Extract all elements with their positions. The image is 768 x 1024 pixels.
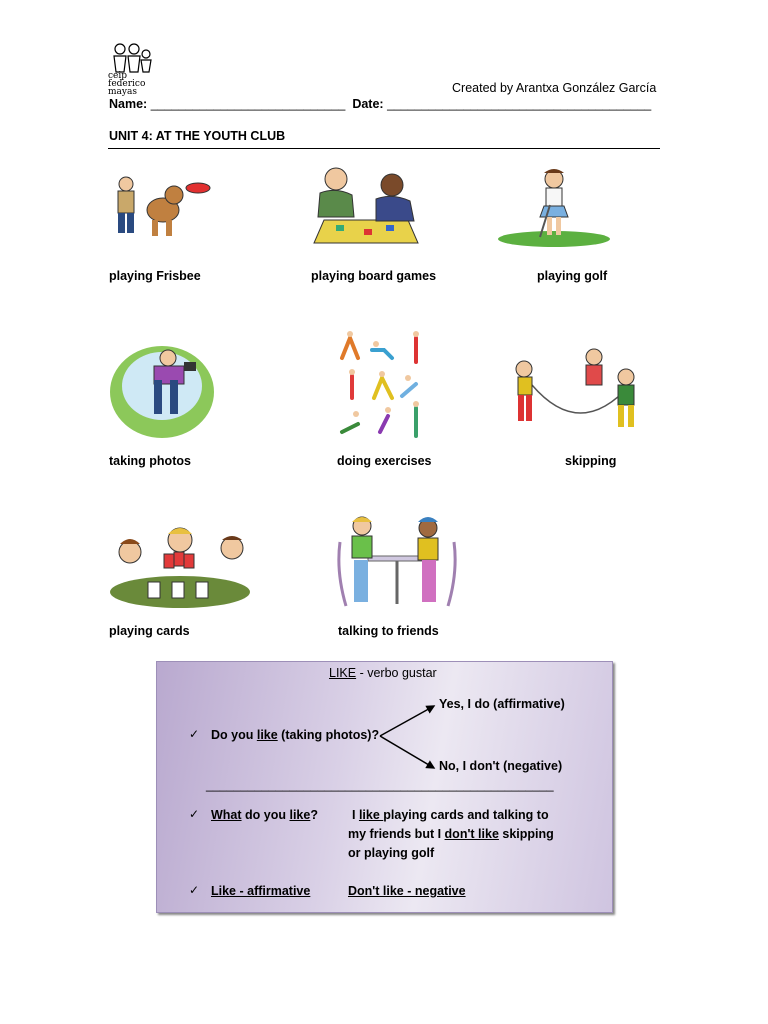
activity-label: skipping: [565, 454, 617, 468]
question-what: What do you like?: [211, 808, 318, 822]
answer-arrows: [376, 702, 440, 774]
board-game-kids-illustration: [306, 165, 426, 245]
check-icon: ✓: [189, 727, 200, 741]
activity-label: playing board games: [311, 269, 437, 283]
activity-label: taking photos: [109, 454, 191, 468]
golf-girl-illustration: [498, 165, 613, 250]
photographer-illustration: [108, 336, 216, 440]
activity-label: playing cards: [109, 624, 190, 638]
activity-label: talking to friends: [338, 624, 439, 638]
friends-at-table-illustration: [336, 512, 458, 610]
logo-text: ceip federico mayas: [108, 71, 146, 97]
box-separator: __________________________________________________: [206, 778, 554, 792]
answer-line-1: I like playing cards and talking to: [352, 808, 549, 822]
name-date-row: [109, 97, 651, 111]
legend-negative: Don't like - negative: [348, 884, 466, 898]
skipping-rope-kids-illustration: [510, 345, 656, 437]
name-blank: ____________________________: [150, 97, 346, 111]
answer-line-2: my friends but I don't like skipping: [348, 827, 554, 841]
activity-label: playing Frisbee: [109, 269, 201, 283]
answer-line-3: or playing golf: [348, 846, 435, 860]
activity-label: playing golf: [537, 269, 608, 283]
answer-negative: No, I don't (negative): [439, 759, 563, 773]
legend-affirmative: Like - affirmative: [211, 884, 311, 898]
check-icon: ✓: [189, 807, 200, 821]
date-blank: ______________________________________: [387, 97, 652, 111]
frisbee-dog-illustration: [108, 170, 213, 240]
check-icon: ✓: [189, 883, 200, 897]
exercise-figures-illustration: [336, 328, 428, 440]
box-title: LIKE - verbo gustar: [329, 666, 437, 680]
answer-affirmative: Yes, I do (affirmative): [439, 697, 565, 711]
author-credit: Created by Arantxa González García: [452, 81, 657, 95]
activity-label: doing exercises: [337, 454, 432, 468]
unit-title: UNIT 4: AT THE YOUTH CLUB: [109, 129, 286, 143]
name-label: Name:: [109, 97, 148, 111]
date-label: Date:: [352, 97, 384, 111]
divider: [108, 148, 660, 149]
question-like: Do you like (taking photos)?: [211, 728, 380, 742]
card-playing-kids-illustration: [108, 520, 252, 608]
